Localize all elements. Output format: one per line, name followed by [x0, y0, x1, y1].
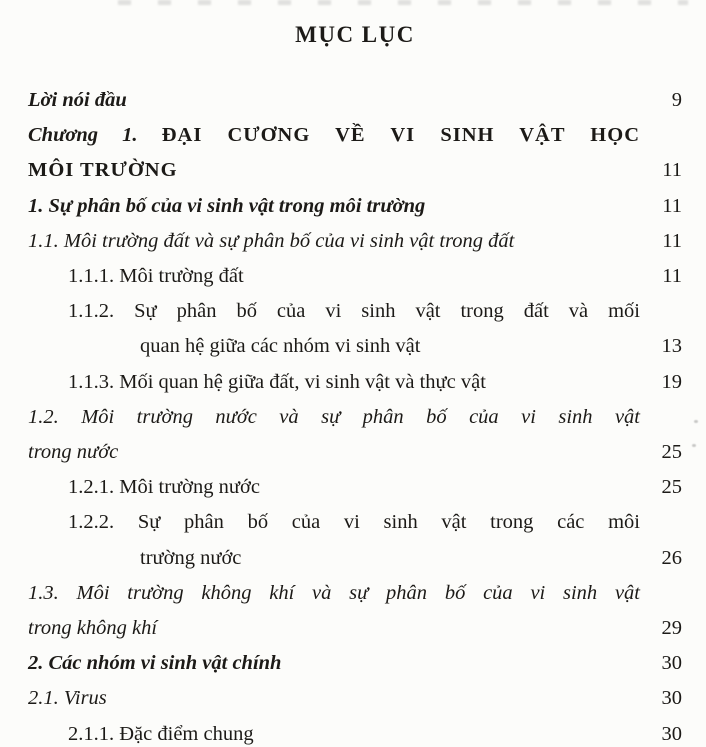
scan-artifact-top: [118, 0, 688, 5]
toc-entry-muc-1-2-2: [28, 505, 682, 575]
toc-entry-label: 1.1.2. Sự phân bố của vi sinh vật trong đất và mối: [68, 300, 640, 323]
toc-entry-label-line2: trong không khí: [28, 617, 158, 640]
toc-entry-muc-1-1: [28, 224, 682, 259]
toc-entry-chuong-1: [28, 118, 682, 188]
toc-entry-muc-2-1-1: [28, 717, 682, 747]
toc-entry-label-line2: MÔI TRƯỜNG: [28, 159, 178, 182]
toc-entry-label: 1.1.3. Mối quan hệ giữa đất, vi sinh vật và thực vật: [68, 370, 486, 393]
toc-entry-page: 13: [661, 335, 682, 358]
toc-entry-label: 1.1. Môi trường đất và sự phân bố của vi sinh vật trong đất: [28, 229, 515, 252]
toc-entry-muc-2: [28, 646, 682, 681]
toc-entry-label-line2: trường nước: [140, 546, 242, 569]
toc-entry-page: 11: [662, 265, 682, 288]
toc-entry-label: 2. Các nhóm vi sinh vật chính: [28, 652, 282, 675]
toc-entry-label: 1.1.1. Môi trường đất: [68, 265, 244, 288]
toc-entry-label-line2: trong nước: [28, 441, 119, 464]
toc-entry-label: 1.3. Môi trường không khí và sự phân bố của vi sinh vật: [28, 581, 640, 604]
scan-speck: [692, 444, 696, 447]
toc-entry-label: 1.2.1. Môi trường nước: [68, 476, 260, 499]
toc-entry-muc-2-1: [28, 681, 682, 716]
toc-entry-label: 1. Sự phân bố của vi sinh vật trong môi trường: [28, 194, 426, 217]
toc-entry-muc-1-1-3: [28, 365, 682, 400]
toc-entry-muc-1-3: [28, 576, 682, 646]
toc-entry-page: 9: [671, 89, 682, 111]
page-title: MỤC LỤC: [295, 22, 415, 47]
chapter-prefix: Chương 1.: [28, 124, 138, 147]
toc-entry-page: 11: [662, 229, 682, 252]
toc-entry-page: 19: [661, 370, 682, 393]
chapter-title: ĐẠI CƯƠNG VỀ VI SINH VẬT HỌC: [161, 124, 641, 147]
toc-entry-page: 25: [661, 441, 682, 464]
toc-entry-label: 2.1.1. Đặc điểm chung: [68, 722, 254, 745]
toc-entry-label: [28, 118, 640, 153]
toc-entry-muc-1: [28, 189, 682, 224]
toc-entry-page: 26: [661, 546, 682, 569]
toc-entry-label: 1.2.2. Sự phân bố của vi sinh vật trong các môi: [68, 511, 640, 534]
scan-speck: [694, 420, 698, 423]
toc-entry-muc-1-1-2: [28, 294, 682, 364]
toc-entry-page: 29: [661, 617, 682, 640]
toc-entry-page: 25: [661, 476, 682, 499]
toc-entry-muc-1-2: [28, 400, 682, 470]
table-of-contents: [28, 83, 682, 747]
toc-entry-label: 2.1. Virus: [28, 687, 107, 710]
toc-entry-muc-1-2-1: [28, 470, 682, 505]
toc-entry-page: 11: [662, 159, 682, 182]
toc-entry-page: 11: [662, 194, 682, 217]
toc-entry-label-line2: quan hệ giữa các nhóm vi sinh vật: [140, 335, 421, 358]
toc-entry-label: Lời nói đầu: [28, 89, 127, 111]
toc-entry-label: 1.2. Môi trường nước và sự phân bố của vi sinh vật: [28, 405, 640, 428]
toc-entry-page: 30: [661, 722, 682, 745]
toc-entry-muc-1-1-1: [28, 259, 682, 294]
toc-entry-loi-noi-dau: [28, 83, 682, 118]
toc-entry-page: 30: [661, 652, 682, 675]
toc-entry-page: 30: [661, 687, 682, 710]
